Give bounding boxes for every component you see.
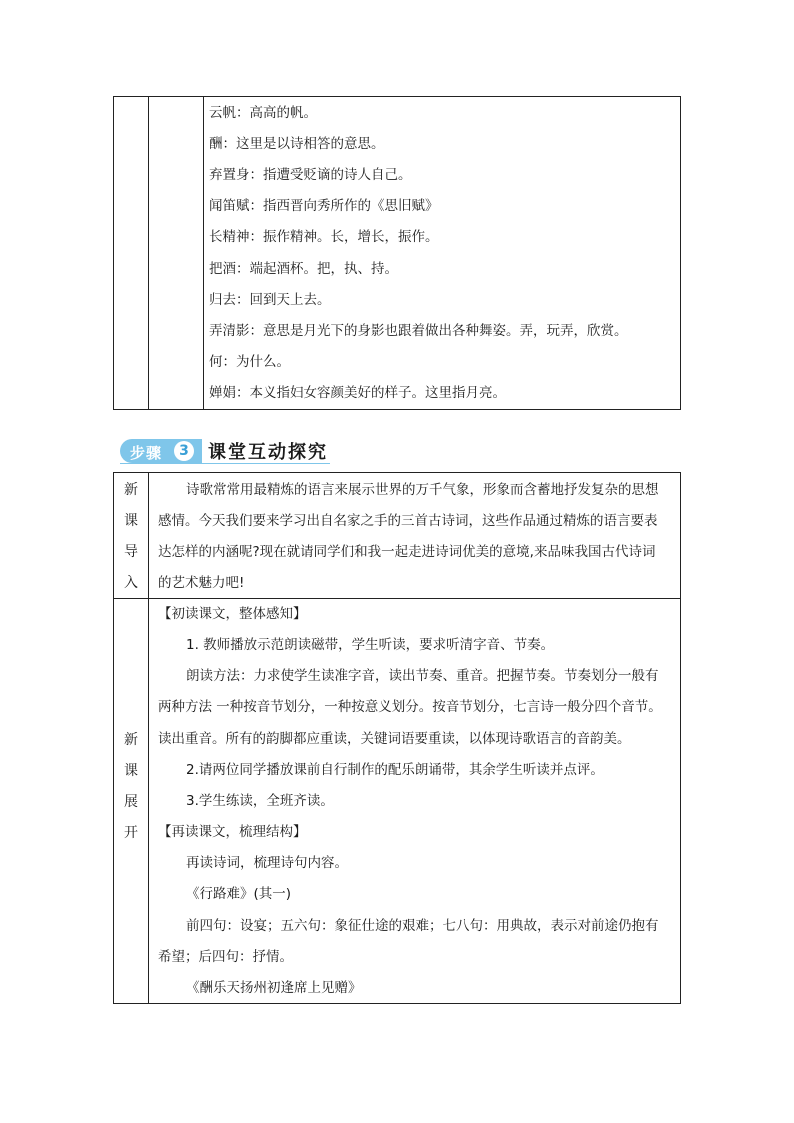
step-number-circle: 3 xyxy=(174,441,194,461)
intro-line: 感情。今天我们要来学习出自名家之手的三首古诗词，这些作品通过精炼的语言要表 xyxy=(158,513,658,529)
subsection-heading: 【初读课文，整体感知】 xyxy=(158,606,307,622)
glossary-line: 酬：这里是以诗相答的意思。 xyxy=(209,136,385,152)
intro-line: 达怎样的内涵呢?现在就请同学们和我一起走进诗词优美的意境,来品味我国古代诗词 xyxy=(158,544,656,560)
subsection-heading: 【再读课文，梳理结构】 xyxy=(158,824,307,840)
lesson-line: 前四句：设宴；五六句：象征仕途的艰难；七八句：用典故，表示对前途仍抱有 xyxy=(186,918,659,934)
step-badge-label: 步骤 xyxy=(130,444,163,462)
lesson-cell xyxy=(148,598,680,1003)
glossary-line: 弃置身：指遭受贬谪的诗人自己。 xyxy=(209,167,412,183)
poem-title: 《酬乐天扬州初逢席上见赠》 xyxy=(186,980,362,996)
lesson-line: 两种方法 一种按音节划分，一种按意义划分。按音节划分，七言诗一般分四个音节。 xyxy=(158,699,662,715)
poem-title: 《行路难》(其一) xyxy=(186,886,292,902)
lesson-line: 读出重音。所有的韵脚都应重读，关键词语要重读，以体现诗歌语言的音韵美。 xyxy=(158,731,631,747)
glossary-line: 闻笛赋：指西晋向秀所作的《思旧赋》 xyxy=(209,198,439,214)
step-badge xyxy=(120,439,202,463)
glossary-line: 把酒：端起酒杯。把，执、持。 xyxy=(209,261,398,277)
glossary-line: 归去：回到天上去。 xyxy=(209,292,331,308)
glossary-line: 长精神：振作精神。长，增长，振作。 xyxy=(209,229,439,245)
glossary-line: 云帆：高高的帆。 xyxy=(209,105,317,121)
lesson-line: 1. 教师播放示范朗读磁带，学生听读，要求听清字音、节奏。 xyxy=(186,637,555,653)
section-title: 课堂互动探究 xyxy=(208,442,328,463)
intro-line: 诗歌常常用最精炼的语言来展示世界的万千气象，形象而含蓄地抒发复杂的思想 xyxy=(186,482,659,498)
intro-side-label: 新 课 导 入 xyxy=(124,482,138,591)
lesson-side-label: 新 课 展 开 xyxy=(124,732,138,841)
intro-cell xyxy=(148,473,680,598)
title-underline xyxy=(120,463,330,464)
glossary-line: 何：为什么。 xyxy=(209,354,290,370)
column-divider xyxy=(148,97,149,409)
lesson-line: 3.学生练读，全班齐读。 xyxy=(186,793,334,809)
step-header xyxy=(120,438,340,464)
lesson-line: 希望；后四句：抒情。 xyxy=(158,949,293,965)
lesson-line: 朗读方法：力求使学生读准字音，读出节奏、重音。把握节奏。节奏划分一般有 xyxy=(186,668,659,684)
lesson-table xyxy=(113,472,681,1004)
lesson-line: 再读诗词，梳理诗句内容。 xyxy=(186,855,348,871)
glossary-line: 弄清影：意思是月光下的身影也跟着做出各种舞姿。弄，玩弄，欣赏。 xyxy=(209,323,628,339)
glossary-line: 婵娟：本义指妇女容颜美好的样子。这里指月亮。 xyxy=(209,385,506,401)
column-divider xyxy=(203,97,204,409)
glossary-table xyxy=(113,96,681,410)
lesson-line: 2.请两位同学播放课前自行制作的配乐朗诵带，其余学生听读并点评。 xyxy=(186,762,604,778)
intro-line: 的艺术魅力吧! xyxy=(158,575,245,591)
